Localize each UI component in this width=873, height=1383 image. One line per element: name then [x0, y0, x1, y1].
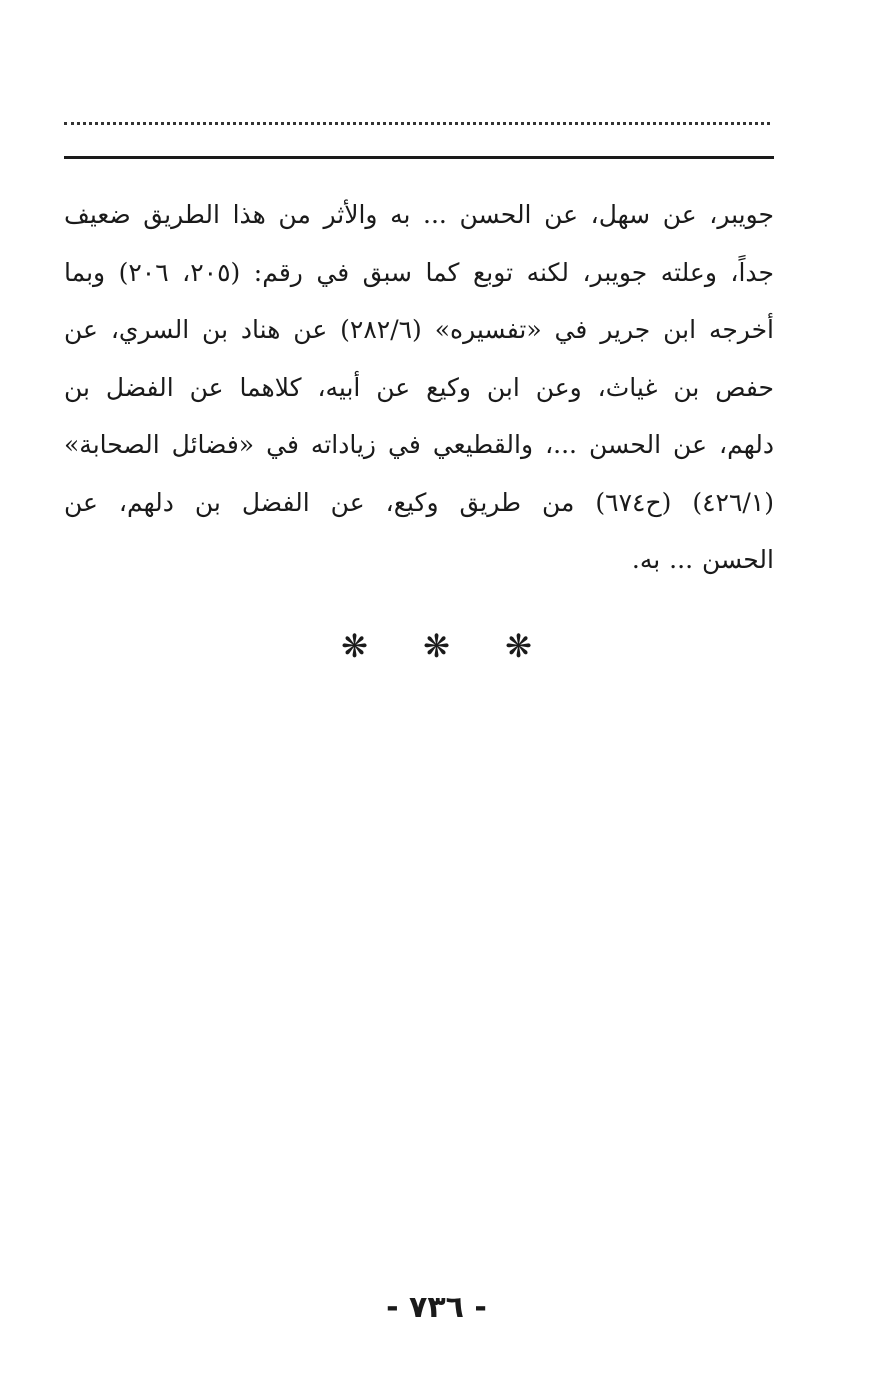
page-number: - ٧٣٦ -: [386, 1290, 487, 1325]
star-icon: ❋: [423, 627, 450, 665]
text-line-7: الحسن ... به.: [631, 545, 774, 574]
text-line-1: جويبر، عن سهل، عن الحسن ... به والأثر من هذا الطريق ضعيف: [64, 200, 774, 229]
footnote-text: [64, 186, 774, 589]
text-line-5: دلهم، عن الحسن ...، والقطيعي في زياداته في «فضائل الصحابة»: [64, 430, 774, 459]
text-line-6: (٤٢٦/١) (ح٦٧٤) من طريق وكيع، عن الفضل بن دلهم، عن: [64, 487, 774, 517]
text-line-4: حفص بن غياث، وعن ابن وكيع عن أبيه، كلاهما عن الفضل بن: [64, 372, 774, 402]
star-icon: ❋: [505, 627, 532, 665]
text-line-2: جداً، وعلته جويبر، لكنه توبع كما سبق في رقم: (٢٠٥، ٢٠٦) وبما: [64, 257, 774, 287]
text-line-3: أخرجه ابن جرير في «تفسيره» (٢٨٢/٦) عن هناد بن السري، عن: [64, 315, 774, 344]
star-icon: ❋: [341, 627, 368, 665]
footnote-rule: [64, 156, 774, 159]
dotted-separator-line: [64, 122, 770, 125]
section-divider-stars: [0, 624, 873, 668]
